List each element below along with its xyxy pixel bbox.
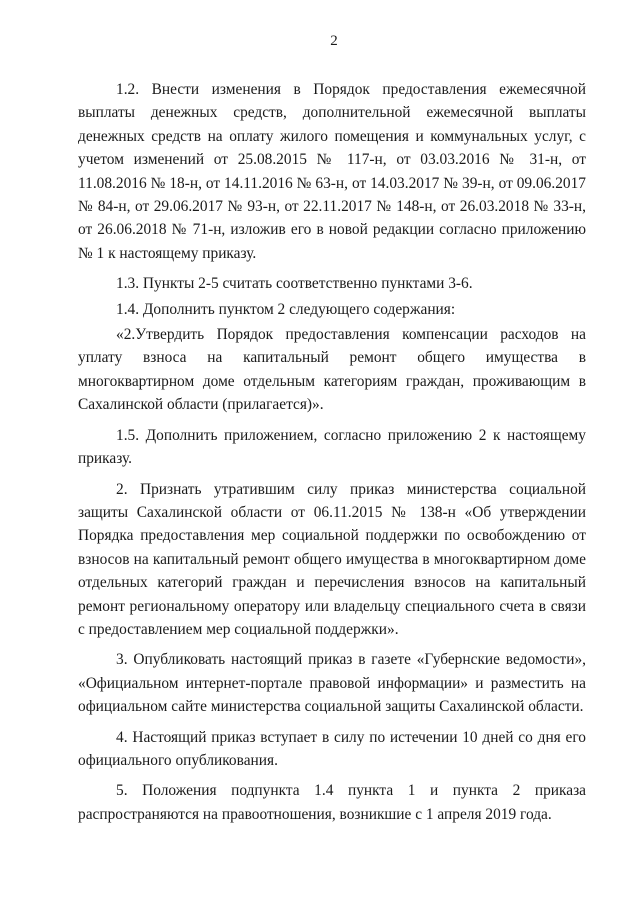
document-body — [78, 78, 586, 833]
paragraph-1-2: 1.2. Внести изменения в Порядок предоставления ежемесячной выплаты денежных средств, дополнительной ежемесячной выплаты денежных средств на оплату жилого помещения и коммунальных услуг, с учетом изменений от 25.08.2015 № 117-н, от 03.03.2016 № 31-н, от 11.08.2016 № 18-н, от 14.11.2016 № 63-н, от 14.03.2017 № 39-н, от 09.06.2017 № 84-н, от 29.06.2017 № 93-н, от 22.11.2017 № 148-н, от 26.03.2018 № 33-н, от 26.06.2018 № 71-н, изложив его в новой редакции согласно приложению № 1 к настоящему приказу. — [78, 81, 586, 262]
paragraph-4: 4. Настоящий приказ вступает в силу по истечении 10 дней со дня его официального опубликования. — [78, 728, 586, 769]
paragraph-1-4: 1.4. Дополнить пунктом 2 следующего содержания: — [116, 300, 456, 318]
paragraph-1-5: 1.5. Дополнить приложением, согласно приложению 2 к настоящему приказу. — [78, 426, 586, 468]
paragraph-quoted-item-2: «2.Утвердить Порядок предоставления компенсации расходов на уплату взноса на капитальный ремонт общего имущества в многоквартирном доме отдельным категориям граждан, проживающим в Сахалинской области (прилагается)». — [78, 326, 586, 414]
page-number: 2 — [330, 33, 338, 49]
paragraph-2: 2. Признать утратившим силу приказ министерства социальной защиты Сахалинской области от 06.11.2015 № 138-н «Об утверждении Порядка предоставления мер социальной поддержки по освобождению от взносов на капитальный ремонт общего имущества в многоквартирном доме отдельных категорий граждан и перечисления взносов на капитальный ремонт региональному оператору или владельцу специального счета в связи с предоставлением мер социальной поддержки». — [78, 480, 586, 638]
paragraph-5: 5. Положения подпункта 1.4 пункта 1 и пункта 2 приказа распространяются на правоотношения, возникшие с 1 апреля 2019 года. — [78, 782, 586, 823]
paragraph-3: 3. Опубликовать настоящий приказ в газете «Губернские ведомости», «Официальном интернет-портале правовой информации» и разместить на официальном сайте министерства социальной защиты Сахалинской области. — [78, 651, 586, 716]
paragraph-1-3: 1.3. Пункты 2-5 считать соответственно пунктами 3-6. — [116, 275, 473, 293]
